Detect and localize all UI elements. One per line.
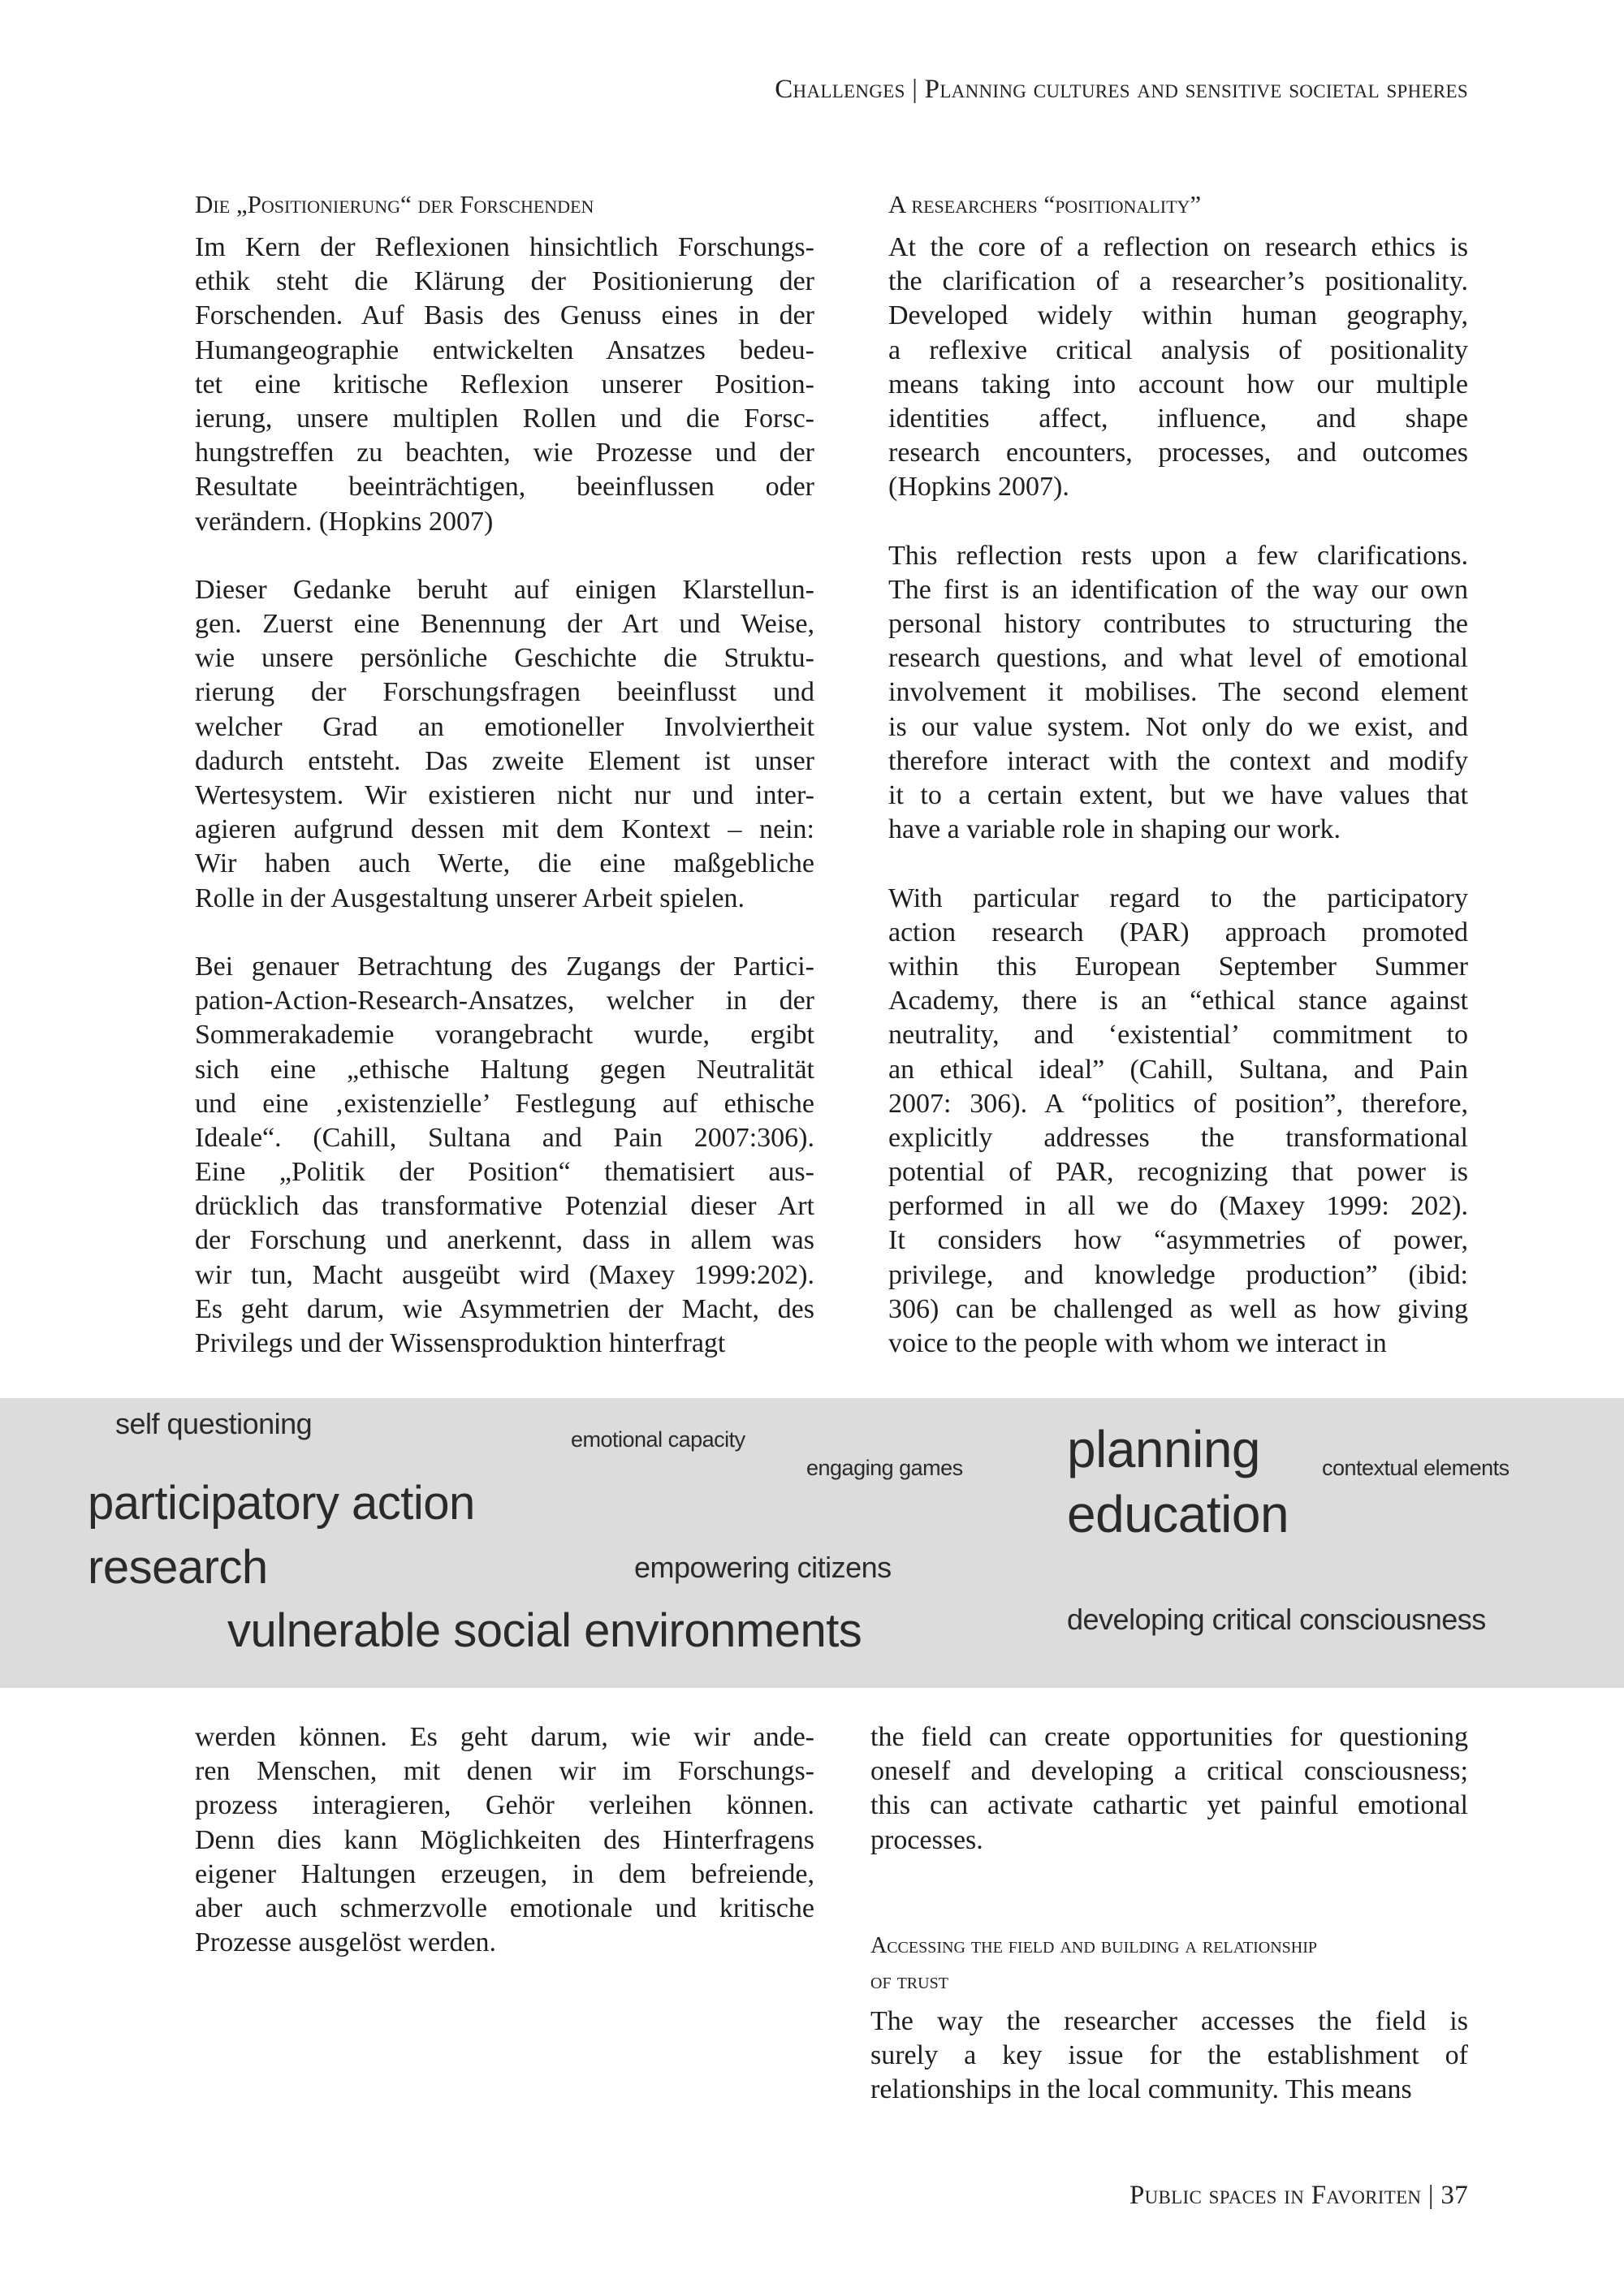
text-line: research encounters, processes, and outcomes — [888, 438, 1468, 468]
text-line: performed in all we do (Maxey 1999: 202). — [888, 1191, 1468, 1222]
text-line: Resultate beeinträchtigen, beeinflussen oder — [195, 472, 814, 503]
text-line: involvement it mobilises. The second element — [888, 677, 1468, 708]
word-cloud-term: research — [88, 1541, 268, 1594]
text-line: The way the researcher accesses the field is — [870, 2006, 1468, 2036]
paragraph — [888, 539, 1468, 848]
text-line: research questions, and what level of emotional — [888, 643, 1468, 674]
text-line: privilege, and knowledge production” (ibid: — [888, 1259, 1468, 1290]
text-line: this can activate cathartic yet painful emotional — [870, 1790, 1468, 1821]
paragraph-gap — [195, 539, 814, 573]
text-line: 306) can be challenged as well as how giving — [888, 1293, 1468, 1324]
text-line: within this European September Summer — [888, 951, 1468, 982]
word-cloud-term: self questioning — [115, 1407, 313, 1440]
heading-line: of trust — [870, 1969, 948, 1994]
paragraph-gap — [888, 847, 1468, 881]
text-line: identities affect, influence, and shape — [888, 403, 1468, 434]
text-line: (Hopkins 2007). — [888, 472, 1069, 503]
text-line: Rolle in der Ausgestaltung unserer Arbeit spielen. — [195, 883, 745, 913]
text-line: surely a key issue for the establishment of — [870, 2040, 1468, 2071]
text-line: der Forschung und anerkennt, dass in allem was — [195, 1225, 814, 1256]
text-line: wir tun, Macht ausgeübt wird (Maxey 1999:202). — [195, 1259, 814, 1290]
text-line: tet eine kritische Reflexion unserer Position- — [195, 369, 814, 399]
text-line: neutrality, and ‘existential’ commitment to — [888, 1020, 1468, 1051]
text-line: Prozesse ausgelöst werden. — [195, 1927, 497, 1958]
text-line: wie unsere persönliche Geschichte die Struktu- — [195, 643, 814, 674]
english-section-heading-2 — [870, 1928, 1317, 2000]
text-line: therefore interact with the context and modify — [888, 745, 1468, 776]
paragraph-gap — [195, 916, 814, 950]
text-line: aber auch schmerzvolle emotionale und kritische — [195, 1892, 814, 1923]
paragraph-gap — [888, 505, 1468, 539]
word-cloud-term: developing critical consciousness — [1067, 1603, 1486, 1636]
text-line: the field can create opportunities for questioning — [870, 1722, 1468, 1752]
text-line: gen. Zuerst eine Benennung der Art und Weise, — [195, 609, 814, 640]
text-line: Denn dies kann Möglichkeiten des Hinterfragens — [195, 1824, 814, 1855]
text-line: werden können. Es geht darum, wie wir ande- — [195, 1722, 814, 1752]
text-line: welcher Grad an emotioneller Involviertheit — [195, 711, 814, 742]
text-line: At the core of a reflection on research ethics is — [888, 232, 1468, 262]
text-line: Sommerakademie vorangebracht wurde, ergibt — [195, 1020, 814, 1051]
text-line: Bei genauer Betrachtung des Zugangs der Partici- — [195, 951, 814, 982]
text-line: prozess interagieren, Gehör verleihen können. — [195, 1790, 814, 1821]
text-line: It considers how “asymmetries of power, — [888, 1225, 1468, 1256]
text-line: Privilegs und der Wissensproduktion hinterfragt — [195, 1328, 726, 1358]
running-header: Challenges | Planning cultures and sensitive societal spheres — [775, 75, 1468, 104]
text-line: Forschenden. Auf Basis des Genuss eines in der — [195, 300, 814, 331]
english-body-text-2 — [870, 2005, 1468, 2108]
text-line: Eine „Politik der Position“ thematisiert aus- — [195, 1157, 814, 1188]
english-continuation-text — [870, 1720, 1468, 1858]
text-line: means taking into account how our multiple — [888, 369, 1468, 399]
text-line: Ideale“. (Cahill, Sultana and Pain 2007:306). — [195, 1122, 814, 1153]
text-line: Humangeographie entwickelten Ansatzes bedeu- — [195, 334, 814, 365]
word-cloud-term: emotional capacity — [571, 1427, 745, 1452]
text-line: oneself and developing a critical consciousness; — [870, 1756, 1468, 1787]
paragraph — [888, 882, 1468, 1362]
paragraph — [888, 231, 1468, 505]
paragraph — [195, 231, 814, 539]
text-line: action research (PAR) approach promoted — [888, 917, 1468, 947]
text-line: explicitly addresses the transformational — [888, 1122, 1468, 1153]
text-line: it to a certain extent, but we have values that — [888, 780, 1468, 810]
text-line: verändern. (Hopkins 2007) — [195, 506, 494, 537]
text-line: personal history contributes to structuring the — [888, 609, 1468, 640]
text-line: hungstreffen zu beachten, wie Prozesse und der — [195, 438, 814, 468]
word-cloud-term: education — [1067, 1485, 1289, 1543]
german-section-heading: Die „Positionierung“ der Forschenden — [195, 190, 594, 218]
text-line: The first is an identification of the way our own — [888, 574, 1468, 605]
text-line: sich eine „ethische Haltung gegen Neutralität — [195, 1054, 814, 1085]
text-line: is our value system. Not only do we exist, and — [888, 711, 1468, 742]
text-line: eigener Haltungen erzeugen, in dem befreiende, — [195, 1858, 814, 1889]
word-cloud-term: planning — [1067, 1420, 1260, 1478]
word-cloud-term: engaging games — [806, 1456, 963, 1480]
text-line: pation-Action-Research-Ansatzes, welcher in der — [195, 986, 814, 1016]
text-line: relationships in the local community. This means — [870, 2074, 1412, 2105]
text-line: a reflexive critical analysis of positionality — [888, 334, 1468, 365]
text-line: Developed widely within human geography, — [888, 300, 1468, 331]
word-cloud-term: participatory action — [88, 1477, 475, 1530]
text-line: agieren aufgrund dessen mit dem Kontext – nein: — [195, 814, 814, 845]
paragraph — [195, 950, 814, 1361]
text-line: voice to the people with whom we interact in — [888, 1328, 1387, 1358]
text-line: dadurch entsteht. Das zweite Element ist unser — [195, 745, 814, 776]
german-body-text — [195, 231, 814, 1361]
word-cloud-term: vulnerable social environments — [227, 1604, 862, 1657]
text-line: potential of PAR, recognizing that power is — [888, 1157, 1468, 1188]
text-line: 2007: 306). A “politics of position”, therefore, — [888, 1088, 1468, 1119]
text-line: Dieser Gedanke beruht auf einigen Klarstellun- — [195, 574, 814, 605]
page-number: 37 — [1440, 2181, 1468, 2210]
text-line: Im Kern der Reflexionen hinsichtlich Forschungs- — [195, 232, 814, 262]
text-line: Wir haben auch Werte, die eine maßgebliche — [195, 848, 814, 879]
paragraph — [195, 573, 814, 916]
text-line: Wertesystem. Wir existieren nicht nur und inter- — [195, 780, 814, 810]
german-continuation-text — [195, 1720, 814, 1960]
text-line: an ethical ideal” (Cahill, Sultana, and Pain — [888, 1054, 1468, 1085]
footer-separator: | — [1427, 2181, 1434, 2210]
text-line: the clarification of a researcher’s positionality. — [888, 266, 1468, 297]
text-line: und eine ‚existenzielle’ Festlegung auf ethische — [195, 1088, 814, 1119]
word-cloud-term: contextual elements — [1322, 1456, 1510, 1480]
english-body-text — [888, 231, 1468, 1361]
word-cloud-term: empowering citizens — [634, 1551, 892, 1584]
text-line: ren Menschen, mit denen wir im Forschungs- — [195, 1756, 814, 1787]
footer-title: Public spaces in Favoriten — [1129, 2181, 1422, 2210]
english-section-heading: A researchers “positionality” — [888, 190, 1202, 218]
text-line: processes. — [870, 1824, 983, 1855]
running-footer — [1129, 2181, 1468, 2211]
text-line: drücklich das transformative Potenzial dieser Art — [195, 1191, 814, 1222]
text-line: Es geht darum, wie Asymmetrien der Macht, des — [195, 1293, 814, 1324]
heading-line: Accessing the field and building a relationship — [870, 1933, 1317, 1958]
text-line: rierung der Forschungsfragen beeinflusst und — [195, 677, 814, 708]
text-line: ethik steht die Klärung der Positionierung der — [195, 266, 814, 297]
text-line: This reflection rests upon a few clarifications. — [888, 540, 1468, 571]
text-line: Academy, there is an “ethical stance against — [888, 986, 1468, 1016]
text-line: have a variable role in shaping our work. — [888, 814, 1341, 845]
text-line: With particular regard to the participatory — [888, 883, 1468, 913]
text-line: ierung, unsere multiplen Rollen und die Forsc- — [195, 403, 814, 434]
